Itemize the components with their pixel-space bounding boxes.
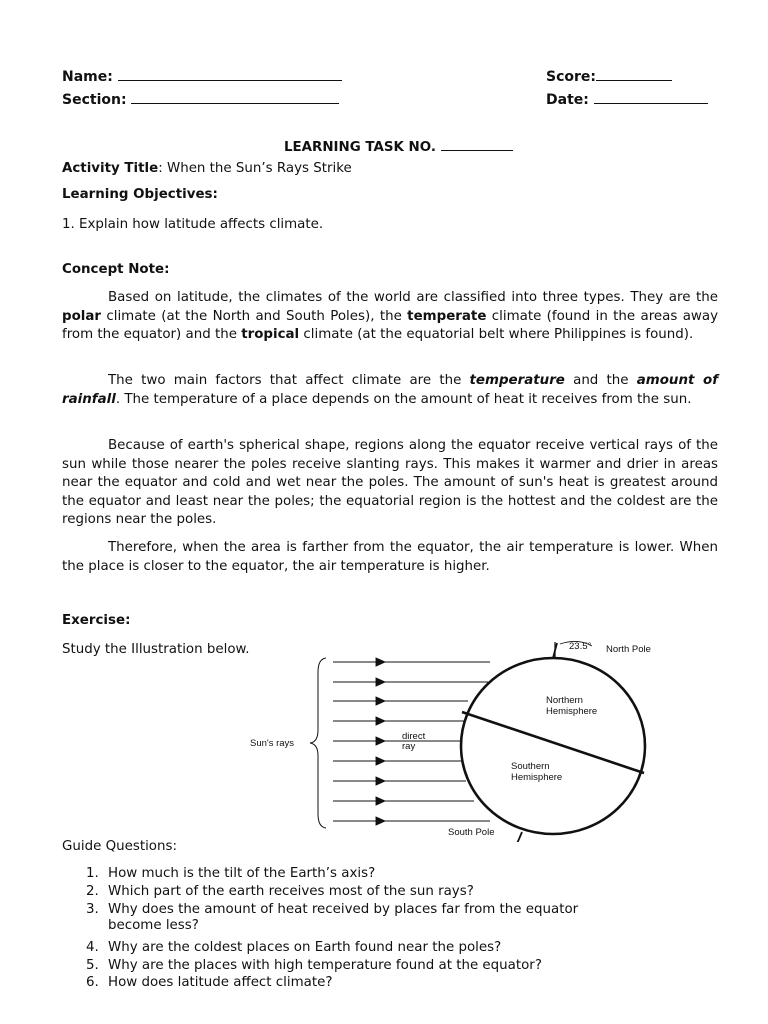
- question-text: How does latitude affect climate?: [108, 975, 333, 990]
- p2-part-c: and the: [564, 373, 637, 388]
- exercise-instruction: Study the Illustration below.: [62, 642, 250, 657]
- name-label: Name:: [62, 69, 113, 85]
- question-text: Why does the amount of heat received by places far from the equator: [108, 902, 579, 917]
- question-text: How much is the tilt of the Earth’s axis?: [108, 866, 376, 881]
- guide-question-1: [86, 865, 375, 883]
- concept-note-label: Concept Note: [62, 262, 165, 277]
- p1-temperate: temperate: [407, 308, 487, 324]
- exercise-label: Exercise: [62, 613, 126, 628]
- ray-7: [333, 777, 466, 785]
- tilted-axis-south: [516, 832, 522, 842]
- ray-4: [333, 717, 464, 725]
- score-blank[interactable]: [596, 68, 672, 81]
- concept-paragraph-1: [62, 289, 718, 345]
- score-label: Score:: [546, 69, 596, 85]
- ray-2: [333, 678, 490, 686]
- p4-text: Therefore, when the area is farther from the equator, the air temperature is lower. When the place is closer to the equator, the air temperature is higher.: [62, 540, 718, 574]
- question-text: Which part of the earth receives most of the sun rays?: [108, 884, 474, 899]
- ray-9: [333, 817, 490, 825]
- question-text: Why are the coldest places on Earth found near the poles?: [108, 940, 502, 955]
- p2-part-a: The two main factors that affect climate are the: [108, 373, 470, 388]
- ray-1: [333, 658, 490, 666]
- p1-part-e: climate (at the equatorial belt where Philippines is found).: [299, 327, 694, 342]
- score-field[interactable]: [546, 68, 672, 85]
- date-field[interactable]: [546, 91, 708, 108]
- question-number: 2.: [86, 884, 99, 899]
- p1-part-d: climate (found in the areas away from the equator) and the: [62, 308, 718, 342]
- p2-temperature: temperature: [469, 373, 565, 388]
- concept-paragraph-2: [62, 372, 718, 409]
- concept-note-heading: Concept Note:: [62, 262, 170, 277]
- p2-amount-of-rainfall: amount of rainfall: [62, 373, 719, 407]
- southern-hemisphere-label-2: Hemisphere: [511, 772, 563, 783]
- equator-line: [462, 712, 644, 773]
- guide-question-3-continued: become less?: [108, 918, 199, 933]
- ray-5: [333, 737, 462, 745]
- p1-part-c: climate (at the North and South Poles), the: [101, 308, 408, 324]
- section-blank[interactable]: [131, 91, 339, 104]
- name-field[interactable]: [62, 68, 342, 85]
- northern-hemisphere-label-1: Northern: [546, 695, 583, 706]
- suns-rays-label: Sun's rays: [250, 738, 295, 749]
- p2-part-d: . The temperature of a place depends on the amount of heat it receives from the sun.: [115, 391, 692, 407]
- objectives-heading: Learning Objectives:: [62, 187, 218, 202]
- direct-label: direct: [402, 731, 426, 742]
- exercise-heading: Exercise:: [62, 613, 131, 628]
- p1-polar: polar: [62, 308, 102, 324]
- guide-question-2: [86, 883, 474, 901]
- sun-rays-diagram: [240, 632, 680, 842]
- objective-1: 1. Explain how latitude affects climate.: [62, 217, 324, 232]
- guide-question-4: [86, 939, 501, 957]
- ray-6: [333, 757, 462, 765]
- question-number: 6.: [86, 975, 99, 990]
- learning-task-title: [284, 138, 513, 155]
- northern-hemisphere-label-2: Hemisphere: [546, 706, 598, 717]
- guide-question-3: [86, 901, 578, 919]
- question-number: 1.: [86, 866, 99, 881]
- guide-question-5: [86, 957, 542, 975]
- question-number: 3.: [86, 902, 99, 917]
- activity-title-label: Activity Title: [62, 161, 159, 176]
- question-text: Why are the places with high temperature found at the equator?: [108, 958, 542, 973]
- task-number-blank[interactable]: [441, 138, 513, 151]
- p1-tropical: tropical: [241, 327, 300, 342]
- name-blank[interactable]: [118, 68, 342, 81]
- question-number: 5.: [86, 958, 99, 973]
- earth-circle: [461, 658, 645, 834]
- question-number: 4.: [86, 940, 99, 955]
- ray-8: [333, 797, 474, 805]
- section-field[interactable]: [62, 91, 339, 108]
- north-pole-label: North Pole: [606, 644, 651, 655]
- date-label: Date:: [546, 92, 589, 108]
- p1-part-a: Based on latitude, the climates of the world are classified into three types. They are the: [108, 290, 718, 305]
- rays-brace: [310, 658, 326, 828]
- concept-paragraph-4: [62, 539, 718, 576]
- south-pole-label: South Pole: [448, 827, 495, 838]
- guide-question-6: [86, 974, 332, 992]
- ray-label: ray: [402, 741, 416, 752]
- p3-text: Because of earth's spherical shape, regions along the equator receive vertical rays of the sun while those nearer the poles receive slanting rays. This makes it warmer and drier in areas near the equator and cold and wet near the poles. The amount of sun's heat is greatest around the equator and least near the poles; the equatorial region is the hottest and the coldest are the regions near the poles.: [62, 438, 718, 527]
- angle-label: 23.5°: [569, 641, 592, 652]
- section-label: Section:: [62, 92, 127, 108]
- objectives-label: Learning Objectives: [62, 187, 213, 202]
- guide-questions-heading: Guide Questions:: [62, 839, 177, 854]
- southern-hemisphere-label-1: Southern: [511, 761, 550, 772]
- concept-paragraph-3: [62, 437, 718, 530]
- activity-title: [62, 160, 352, 179]
- date-blank[interactable]: [594, 91, 708, 104]
- ray-3: [333, 697, 468, 705]
- activity-title-text: : When the Sun’s Rays Strike: [158, 161, 352, 176]
- learning-task-label: LEARNING TASK NO.: [284, 140, 436, 155]
